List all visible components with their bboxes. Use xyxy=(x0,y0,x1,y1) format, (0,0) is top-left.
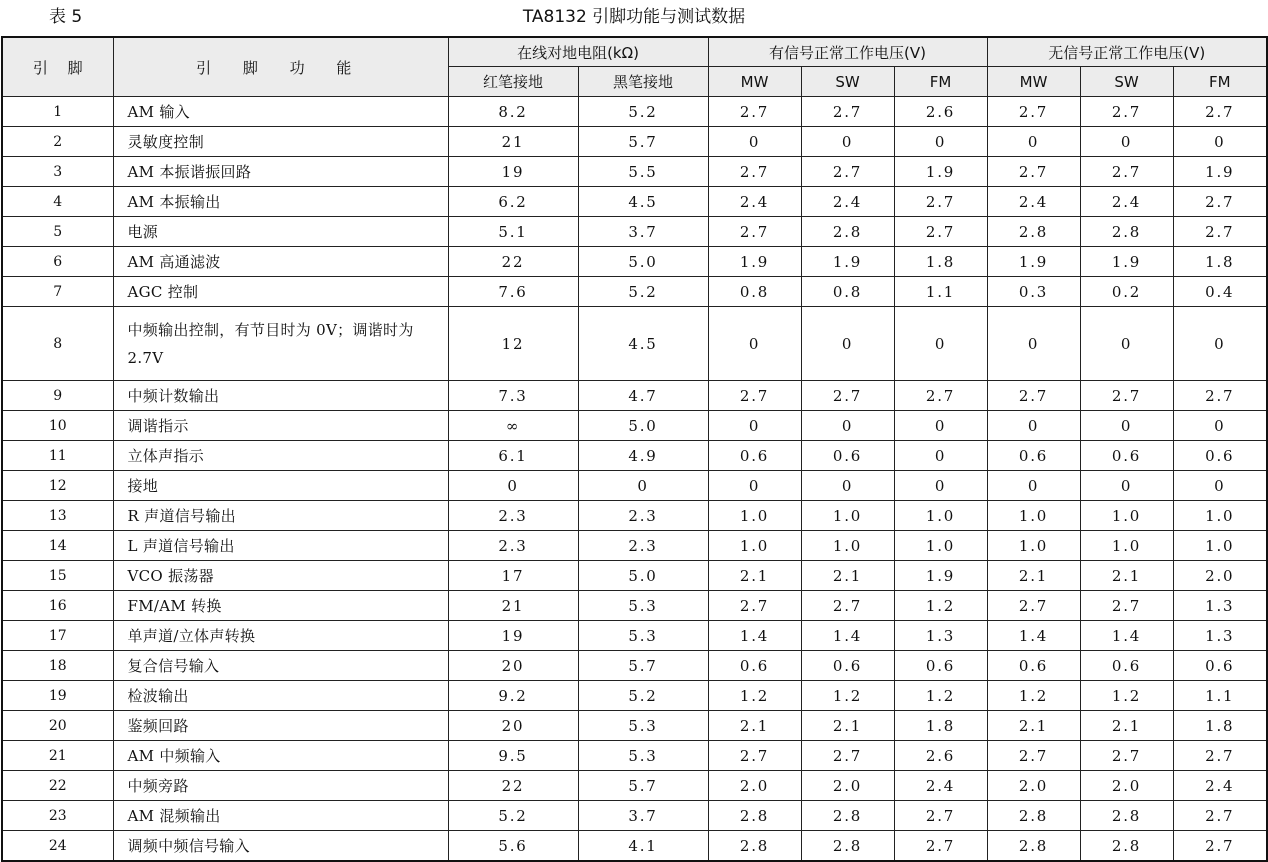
pin-function-cell: AM 混频输出 xyxy=(113,801,448,831)
fm-voltage-no-signal-cell: 2.7 xyxy=(1173,187,1267,217)
fm-voltage-with-signal-cell: 1.1 xyxy=(894,277,987,307)
fm-voltage-no-signal-cell: 0.4 xyxy=(1173,277,1267,307)
red-probe-resistance-cell: 9.5 xyxy=(448,741,578,771)
mw-voltage-with-signal-cell: 0 xyxy=(708,307,801,381)
sw-voltage-with-signal-cell: 2.1 xyxy=(801,561,894,591)
red-probe-resistance-cell: 17 xyxy=(448,561,578,591)
sw-voltage-with-signal-cell: 2.8 xyxy=(801,831,894,862)
pin-number-cell: 9 xyxy=(2,381,113,411)
sw-voltage-no-signal-cell: 2.7 xyxy=(1080,157,1173,187)
mw-voltage-with-signal-cell: 2.7 xyxy=(708,217,801,247)
fm-voltage-with-signal-cell: 2.7 xyxy=(894,831,987,862)
fm-voltage-no-signal-cell: 1.3 xyxy=(1173,621,1267,651)
sw-voltage-with-signal-cell: 2.7 xyxy=(801,741,894,771)
sw-voltage-no-signal-cell: 0.6 xyxy=(1080,651,1173,681)
sw-voltage-no-signal-cell: 1.0 xyxy=(1080,501,1173,531)
fm-voltage-no-signal-cell: 1.0 xyxy=(1173,531,1267,561)
header-red-probe: 红笔接地 xyxy=(448,67,578,97)
table-row xyxy=(2,681,1267,711)
red-probe-resistance-cell: 12 xyxy=(448,307,578,381)
mw-voltage-no-signal-cell: 0.3 xyxy=(987,277,1080,307)
table-row xyxy=(2,591,1267,621)
mw-voltage-with-signal-cell: 2.7 xyxy=(708,741,801,771)
sw-voltage-no-signal-cell: 2.8 xyxy=(1080,831,1173,862)
fm-voltage-with-signal-cell: 1.0 xyxy=(894,501,987,531)
table-row xyxy=(2,771,1267,801)
pin-function-cell: AM 输入 xyxy=(113,97,448,127)
fm-voltage-with-signal-cell: 1.8 xyxy=(894,247,987,277)
mw-voltage-no-signal-cell: 0 xyxy=(987,127,1080,157)
red-probe-resistance-cell: 6.1 xyxy=(448,441,578,471)
mw-voltage-no-signal-cell: 2.7 xyxy=(987,741,1080,771)
sw-voltage-no-signal-cell: 2.1 xyxy=(1080,711,1173,741)
black-probe-resistance-cell: 4.7 xyxy=(578,381,708,411)
sw-voltage-no-signal-cell: 1.0 xyxy=(1080,531,1173,561)
mw-voltage-no-signal-cell: 0.6 xyxy=(987,651,1080,681)
mw-voltage-with-signal-cell: 1.0 xyxy=(708,531,801,561)
black-probe-resistance-cell: 5.2 xyxy=(578,681,708,711)
sw-voltage-no-signal-cell: 2.7 xyxy=(1080,591,1173,621)
pin-number-cell: 19 xyxy=(2,681,113,711)
red-probe-resistance-cell: 22 xyxy=(448,771,578,801)
mw-voltage-no-signal-cell: 1.0 xyxy=(987,501,1080,531)
mw-voltage-no-signal-cell: 0 xyxy=(987,471,1080,501)
pin-number-cell: 12 xyxy=(2,471,113,501)
sw-voltage-no-signal-cell: 0 xyxy=(1080,307,1173,381)
sw-voltage-no-signal-cell: 2.4 xyxy=(1080,187,1173,217)
sw-voltage-with-signal-cell: 2.8 xyxy=(801,217,894,247)
fm-voltage-no-signal-cell: 0 xyxy=(1173,127,1267,157)
pin-function-cell: R 声道信号输出 xyxy=(113,501,448,531)
header-fm-no: FM xyxy=(1173,67,1267,97)
red-probe-resistance-cell: 5.2 xyxy=(448,801,578,831)
table-header xyxy=(2,37,1267,97)
red-probe-resistance-cell: ∞ xyxy=(448,411,578,441)
black-probe-resistance-cell: 4.5 xyxy=(578,307,708,381)
table-row xyxy=(2,441,1267,471)
red-probe-resistance-cell: 6.2 xyxy=(448,187,578,217)
black-probe-resistance-cell: 5.5 xyxy=(578,157,708,187)
table-row xyxy=(2,127,1267,157)
header-mw-with: MW xyxy=(708,67,801,97)
red-probe-resistance-cell: 7.3 xyxy=(448,381,578,411)
mw-voltage-no-signal-cell: 2.8 xyxy=(987,217,1080,247)
pin-number-cell: 14 xyxy=(2,531,113,561)
sw-voltage-with-signal-cell: 2.1 xyxy=(801,711,894,741)
table-row xyxy=(2,741,1267,771)
mw-voltage-no-signal-cell: 2.1 xyxy=(987,711,1080,741)
mw-voltage-with-signal-cell: 1.4 xyxy=(708,621,801,651)
mw-voltage-with-signal-cell: 0.6 xyxy=(708,441,801,471)
table-row xyxy=(2,411,1267,441)
sw-voltage-no-signal-cell: 2.1 xyxy=(1080,561,1173,591)
sw-voltage-no-signal-cell: 0 xyxy=(1080,127,1173,157)
black-probe-resistance-cell: 5.2 xyxy=(578,277,708,307)
black-probe-resistance-cell: 5.3 xyxy=(578,741,708,771)
pin-function-cell: VCO 振荡器 xyxy=(113,561,448,591)
mw-voltage-no-signal-cell: 2.1 xyxy=(987,561,1080,591)
pin-number-cell: 10 xyxy=(2,411,113,441)
fm-voltage-no-signal-cell: 2.7 xyxy=(1173,97,1267,127)
black-probe-resistance-cell: 5.0 xyxy=(578,411,708,441)
fm-voltage-with-signal-cell: 1.9 xyxy=(894,561,987,591)
black-probe-resistance-cell: 5.2 xyxy=(578,97,708,127)
fm-voltage-with-signal-cell: 2.7 xyxy=(894,381,987,411)
fm-voltage-with-signal-cell: 2.7 xyxy=(894,217,987,247)
pin-function-cell: 中频旁路 xyxy=(113,771,448,801)
header-no-signal: 无信号正常工作电压(V) xyxy=(987,37,1267,67)
fm-voltage-with-signal-cell: 2.7 xyxy=(894,187,987,217)
table-row xyxy=(2,831,1267,862)
mw-voltage-with-signal-cell: 2.8 xyxy=(708,831,801,862)
sw-voltage-with-signal-cell: 1.9 xyxy=(801,247,894,277)
sw-voltage-with-signal-cell: 0 xyxy=(801,471,894,501)
sw-voltage-with-signal-cell: 2.7 xyxy=(801,591,894,621)
red-probe-resistance-cell: 2.3 xyxy=(448,531,578,561)
table-caption xyxy=(0,0,1268,28)
mw-voltage-no-signal-cell: 2.8 xyxy=(987,801,1080,831)
fm-voltage-with-signal-cell: 2.6 xyxy=(894,741,987,771)
sw-voltage-no-signal-cell: 2.8 xyxy=(1080,801,1173,831)
pin-function-cell: AGC 控制 xyxy=(113,277,448,307)
pin-function-cell: 接地 xyxy=(113,471,448,501)
sw-voltage-with-signal-cell: 0 xyxy=(801,411,894,441)
pin-number-cell: 21 xyxy=(2,741,113,771)
mw-voltage-no-signal-cell: 2.8 xyxy=(987,831,1080,862)
header-sw-no: SW xyxy=(1080,67,1173,97)
mw-voltage-no-signal-cell: 0.6 xyxy=(987,441,1080,471)
black-probe-resistance-cell: 4.9 xyxy=(578,441,708,471)
mw-voltage-with-signal-cell: 2.7 xyxy=(708,157,801,187)
pin-function-cell: 检波输出 xyxy=(113,681,448,711)
mw-voltage-no-signal-cell: 1.4 xyxy=(987,621,1080,651)
black-probe-resistance-cell: 5.0 xyxy=(578,561,708,591)
pin-function-cell: 单声道/立体声转换 xyxy=(113,621,448,651)
header-mw-no: MW xyxy=(987,67,1080,97)
mw-voltage-with-signal-cell: 0 xyxy=(708,127,801,157)
black-probe-resistance-cell: 5.3 xyxy=(578,711,708,741)
pin-function-cell: 中频输出控制，有节目时为 0V；调谐时为 2.7V xyxy=(113,307,448,381)
pin-function-cell: AM 本振输出 xyxy=(113,187,448,217)
fm-voltage-with-signal-cell: 2.6 xyxy=(894,97,987,127)
fm-voltage-no-signal-cell: 1.0 xyxy=(1173,501,1267,531)
mw-voltage-no-signal-cell: 2.7 xyxy=(987,157,1080,187)
header-sw-with: SW xyxy=(801,67,894,97)
pin-function-cell: 中频计数输出 xyxy=(113,381,448,411)
mw-voltage-no-signal-cell: 1.0 xyxy=(987,531,1080,561)
red-probe-resistance-cell: 19 xyxy=(448,621,578,651)
fm-voltage-no-signal-cell: 2.0 xyxy=(1173,561,1267,591)
red-probe-resistance-cell: 7.6 xyxy=(448,277,578,307)
fm-voltage-no-signal-cell: 1.1 xyxy=(1173,681,1267,711)
sw-voltage-with-signal-cell: 2.7 xyxy=(801,157,894,187)
sw-voltage-no-signal-cell: 0.6 xyxy=(1080,441,1173,471)
fm-voltage-with-signal-cell: 1.2 xyxy=(894,591,987,621)
sw-voltage-with-signal-cell: 2.0 xyxy=(801,771,894,801)
table-body xyxy=(2,97,1267,862)
table-row xyxy=(2,531,1267,561)
pin-number-cell: 17 xyxy=(2,621,113,651)
mw-voltage-with-signal-cell: 2.7 xyxy=(708,591,801,621)
pin-function-cell: FM/AM 转换 xyxy=(113,591,448,621)
table-row xyxy=(2,277,1267,307)
sw-voltage-no-signal-cell: 1.9 xyxy=(1080,247,1173,277)
black-probe-resistance-cell: 5.7 xyxy=(578,651,708,681)
sw-voltage-with-signal-cell: 0 xyxy=(801,307,894,381)
sw-voltage-with-signal-cell: 2.7 xyxy=(801,381,894,411)
black-probe-resistance-cell: 5.3 xyxy=(578,621,708,651)
pin-number-cell: 2 xyxy=(2,127,113,157)
mw-voltage-with-signal-cell: 2.1 xyxy=(708,711,801,741)
pin-number-cell: 15 xyxy=(2,561,113,591)
pin-number-cell: 6 xyxy=(2,247,113,277)
mw-voltage-no-signal-cell: 2.7 xyxy=(987,97,1080,127)
header-pin: 引 脚 xyxy=(2,37,113,97)
red-probe-resistance-cell: 5.1 xyxy=(448,217,578,247)
black-probe-resistance-cell: 3.7 xyxy=(578,217,708,247)
fm-voltage-no-signal-cell: 0.6 xyxy=(1173,441,1267,471)
black-probe-resistance-cell: 4.1 xyxy=(578,831,708,862)
fm-voltage-no-signal-cell: 1.8 xyxy=(1173,711,1267,741)
sw-voltage-with-signal-cell: 1.2 xyxy=(801,681,894,711)
table-number: 表 5 xyxy=(49,7,83,27)
table-row xyxy=(2,247,1267,277)
sw-voltage-no-signal-cell: 2.7 xyxy=(1080,741,1173,771)
mw-voltage-no-signal-cell: 0 xyxy=(987,307,1080,381)
black-probe-resistance-cell: 2.3 xyxy=(578,531,708,561)
mw-voltage-no-signal-cell: 1.9 xyxy=(987,247,1080,277)
fm-voltage-with-signal-cell: 0 xyxy=(894,127,987,157)
mw-voltage-with-signal-cell: 2.7 xyxy=(708,381,801,411)
pin-number-cell: 13 xyxy=(2,501,113,531)
sw-voltage-no-signal-cell: 2.0 xyxy=(1080,771,1173,801)
sw-voltage-with-signal-cell: 0.6 xyxy=(801,651,894,681)
table-row xyxy=(2,187,1267,217)
table-row xyxy=(2,157,1267,187)
table-row xyxy=(2,561,1267,591)
mw-voltage-no-signal-cell: 1.2 xyxy=(987,681,1080,711)
pin-number-cell: 22 xyxy=(2,771,113,801)
red-probe-resistance-cell: 0 xyxy=(448,471,578,501)
table-title: TA8132 引脚功能与测试数据 xyxy=(522,7,746,27)
mw-voltage-no-signal-cell: 2.4 xyxy=(987,187,1080,217)
fm-voltage-with-signal-cell: 0 xyxy=(894,441,987,471)
pin-number-cell: 16 xyxy=(2,591,113,621)
fm-voltage-no-signal-cell: 1.3 xyxy=(1173,591,1267,621)
sw-voltage-with-signal-cell: 2.4 xyxy=(801,187,894,217)
sw-voltage-with-signal-cell: 0 xyxy=(801,127,894,157)
fm-voltage-with-signal-cell: 0 xyxy=(894,471,987,501)
red-probe-resistance-cell: 21 xyxy=(448,591,578,621)
pin-function-cell: 调频中频信号输入 xyxy=(113,831,448,862)
red-probe-resistance-cell: 9.2 xyxy=(448,681,578,711)
black-probe-resistance-cell: 5.3 xyxy=(578,591,708,621)
pin-function-cell: 立体声指示 xyxy=(113,441,448,471)
mw-voltage-with-signal-cell: 2.7 xyxy=(708,97,801,127)
pin-function-cell: AM 中频输入 xyxy=(113,741,448,771)
red-probe-resistance-cell: 8.2 xyxy=(448,97,578,127)
header-with-signal: 有信号正常工作电压(V) xyxy=(708,37,987,67)
mw-voltage-with-signal-cell: 0 xyxy=(708,411,801,441)
pin-number-cell: 11 xyxy=(2,441,113,471)
mw-voltage-no-signal-cell: 2.7 xyxy=(987,381,1080,411)
sw-voltage-with-signal-cell: 0.6 xyxy=(801,441,894,471)
table-row xyxy=(2,381,1267,411)
mw-voltage-with-signal-cell: 1.0 xyxy=(708,501,801,531)
sw-voltage-no-signal-cell: 2.7 xyxy=(1080,381,1173,411)
fm-voltage-no-signal-cell: 2.7 xyxy=(1173,831,1267,862)
mw-voltage-with-signal-cell: 1.9 xyxy=(708,247,801,277)
fm-voltage-no-signal-cell: 0 xyxy=(1173,307,1267,381)
mw-voltage-no-signal-cell: 2.0 xyxy=(987,771,1080,801)
fm-voltage-with-signal-cell: 0.6 xyxy=(894,651,987,681)
fm-voltage-no-signal-cell: 1.8 xyxy=(1173,247,1267,277)
header-black-probe: 黑笔接地 xyxy=(578,67,708,97)
header-resistance: 在线对地电阻(kΩ) xyxy=(448,37,708,67)
mw-voltage-with-signal-cell: 2.8 xyxy=(708,801,801,831)
mw-voltage-with-signal-cell: 0.6 xyxy=(708,651,801,681)
fm-voltage-with-signal-cell: 2.4 xyxy=(894,771,987,801)
red-probe-resistance-cell: 21 xyxy=(448,127,578,157)
red-probe-resistance-cell: 22 xyxy=(448,247,578,277)
fm-voltage-with-signal-cell: 1.2 xyxy=(894,681,987,711)
black-probe-resistance-cell: 0 xyxy=(578,471,708,501)
black-probe-resistance-cell: 2.3 xyxy=(578,501,708,531)
sw-voltage-no-signal-cell: 0.2 xyxy=(1080,277,1173,307)
pin-function-cell: 复合信号输入 xyxy=(113,651,448,681)
fm-voltage-with-signal-cell: 1.3 xyxy=(894,621,987,651)
fm-voltage-no-signal-cell: 0.6 xyxy=(1173,651,1267,681)
mw-voltage-with-signal-cell: 2.1 xyxy=(708,561,801,591)
mw-voltage-with-signal-cell: 2.4 xyxy=(708,187,801,217)
fm-voltage-with-signal-cell: 1.9 xyxy=(894,157,987,187)
red-probe-resistance-cell: 5.6 xyxy=(448,831,578,862)
black-probe-resistance-cell: 5.0 xyxy=(578,247,708,277)
header-function: 引 脚 功 能 xyxy=(113,37,448,97)
mw-voltage-with-signal-cell: 2.0 xyxy=(708,771,801,801)
table-row xyxy=(2,307,1267,381)
table-row xyxy=(2,501,1267,531)
black-probe-resistance-cell: 4.5 xyxy=(578,187,708,217)
pin-data-table xyxy=(1,36,1268,862)
red-probe-resistance-cell: 20 xyxy=(448,711,578,741)
fm-voltage-no-signal-cell: 2.7 xyxy=(1173,741,1267,771)
sw-voltage-with-signal-cell: 0.8 xyxy=(801,277,894,307)
red-probe-resistance-cell: 20 xyxy=(448,651,578,681)
table-row xyxy=(2,217,1267,247)
sw-voltage-with-signal-cell: 1.4 xyxy=(801,621,894,651)
fm-voltage-with-signal-cell: 1.0 xyxy=(894,531,987,561)
black-probe-resistance-cell: 5.7 xyxy=(578,771,708,801)
pin-number-cell: 23 xyxy=(2,801,113,831)
pin-function-cell: AM 本振谐振回路 xyxy=(113,157,448,187)
black-probe-resistance-cell: 5.7 xyxy=(578,127,708,157)
pin-function-cell: 电源 xyxy=(113,217,448,247)
pin-function-cell: L 声道信号输出 xyxy=(113,531,448,561)
pin-function-cell: 鉴频回路 xyxy=(113,711,448,741)
table-row xyxy=(2,801,1267,831)
pin-number-cell: 18 xyxy=(2,651,113,681)
table-row xyxy=(2,711,1267,741)
black-probe-resistance-cell: 3.7 xyxy=(578,801,708,831)
sw-voltage-with-signal-cell: 1.0 xyxy=(801,501,894,531)
mw-voltage-no-signal-cell: 0 xyxy=(987,411,1080,441)
pin-number-cell: 5 xyxy=(2,217,113,247)
pin-number-cell: 4 xyxy=(2,187,113,217)
fm-voltage-no-signal-cell: 2.7 xyxy=(1173,381,1267,411)
sw-voltage-with-signal-cell: 2.8 xyxy=(801,801,894,831)
table-row xyxy=(2,621,1267,651)
sw-voltage-no-signal-cell: 1.4 xyxy=(1080,621,1173,651)
sw-voltage-no-signal-cell: 0 xyxy=(1080,471,1173,501)
sw-voltage-no-signal-cell: 1.2 xyxy=(1080,681,1173,711)
pin-number-cell: 24 xyxy=(2,831,113,862)
mw-voltage-with-signal-cell: 1.2 xyxy=(708,681,801,711)
fm-voltage-no-signal-cell: 2.7 xyxy=(1173,801,1267,831)
pin-number-cell: 20 xyxy=(2,711,113,741)
mw-voltage-with-signal-cell: 0.8 xyxy=(708,277,801,307)
table-row xyxy=(2,651,1267,681)
fm-voltage-no-signal-cell: 2.7 xyxy=(1173,217,1267,247)
sw-voltage-no-signal-cell: 0 xyxy=(1080,411,1173,441)
sw-voltage-with-signal-cell: 1.0 xyxy=(801,531,894,561)
fm-voltage-no-signal-cell: 1.9 xyxy=(1173,157,1267,187)
fm-voltage-no-signal-cell: 2.4 xyxy=(1173,771,1267,801)
mw-voltage-with-signal-cell: 0 xyxy=(708,471,801,501)
mw-voltage-no-signal-cell: 2.7 xyxy=(987,591,1080,621)
fm-voltage-no-signal-cell: 0 xyxy=(1173,471,1267,501)
fm-voltage-no-signal-cell: 0 xyxy=(1173,411,1267,441)
header-fm-with: FM xyxy=(894,67,987,97)
fm-voltage-with-signal-cell: 0 xyxy=(894,307,987,381)
red-probe-resistance-cell: 19 xyxy=(448,157,578,187)
sw-voltage-with-signal-cell: 2.7 xyxy=(801,97,894,127)
pin-function-cell: 灵敏度控制 xyxy=(113,127,448,157)
fm-voltage-with-signal-cell: 1.8 xyxy=(894,711,987,741)
pin-number-cell: 1 xyxy=(2,97,113,127)
pin-function-cell: 调谐指示 xyxy=(113,411,448,441)
fm-voltage-with-signal-cell: 2.7 xyxy=(894,801,987,831)
sw-voltage-no-signal-cell: 2.8 xyxy=(1080,217,1173,247)
sw-voltage-no-signal-cell: 2.7 xyxy=(1080,97,1173,127)
table-row xyxy=(2,97,1267,127)
fm-voltage-with-signal-cell: 0 xyxy=(894,411,987,441)
pin-function-cell: AM 高通滤波 xyxy=(113,247,448,277)
pin-number-cell: 7 xyxy=(2,277,113,307)
table-row xyxy=(2,471,1267,501)
pin-number-cell: 8 xyxy=(2,307,113,381)
pin-number-cell: 3 xyxy=(2,157,113,187)
red-probe-resistance-cell: 2.3 xyxy=(448,501,578,531)
